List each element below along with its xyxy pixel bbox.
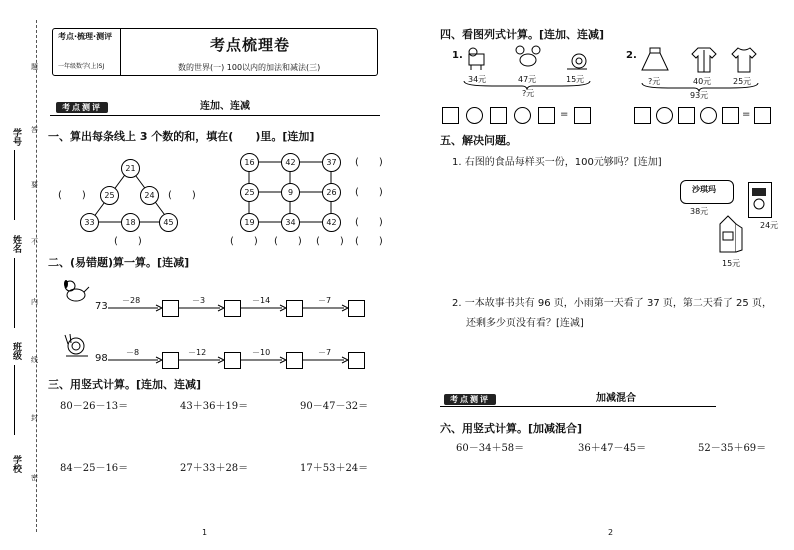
- known-total: 93元: [690, 91, 709, 100]
- price-label: ?元: [648, 77, 661, 86]
- toy-goat-icon: [465, 46, 489, 72]
- chain2-start: 98: [95, 353, 108, 364]
- equation-box[interactable]: [574, 107, 591, 124]
- corner-tag: 考点·梳理·测评: [58, 32, 113, 41]
- section-topic: 加减混合: [596, 393, 636, 404]
- triangle-node: 33: [80, 213, 99, 232]
- operator-circle[interactable]: [514, 107, 531, 124]
- item-price: 24元: [760, 221, 779, 230]
- section-rule: [50, 115, 380, 116]
- grid-node: 26: [322, 183, 341, 202]
- grid-node: 37: [322, 153, 341, 172]
- header-divider: [120, 29, 121, 75]
- q4-p1-label: 1.: [452, 50, 463, 61]
- calc-problem: 43＋36＋19＝: [180, 401, 249, 412]
- answer-paren[interactable]: ( ): [316, 236, 344, 247]
- price-label: 40元: [693, 77, 712, 86]
- chain2-op: －8: [126, 348, 140, 357]
- calc-problem: 17＋53＋24＝: [300, 463, 369, 474]
- operator-circle[interactable]: [466, 107, 483, 124]
- q4-prompt: 四、看图列式计算。[连加、连减]: [440, 28, 605, 41]
- answer-box[interactable]: [286, 352, 303, 369]
- chain2-op: －7: [318, 348, 332, 357]
- item-price: 38元: [690, 207, 709, 216]
- class-label: 班级: [11, 342, 21, 360]
- section-banner: 考点测评: [444, 394, 496, 405]
- margin-tick: 题: [31, 63, 38, 71]
- tshirt-icon: [730, 46, 758, 74]
- equation-box[interactable]: [490, 107, 507, 124]
- chain2-op: －12: [188, 348, 207, 357]
- q5-problem-2-line1: 2. 一本故事书共有 96 页，小雨第一天看了 37 页，第二天看了 25 页，: [452, 298, 772, 309]
- answer-paren[interactable]: ( ): [230, 236, 258, 247]
- section-banner: 考点测评: [56, 102, 108, 113]
- chain1-op: －7: [318, 296, 332, 305]
- skirt-icon: [640, 46, 670, 74]
- answer-paren[interactable]: ( ): [355, 217, 383, 228]
- chain2-arrows: [108, 352, 378, 368]
- page-title: 考点梳理卷: [210, 36, 291, 54]
- margin-tick: 答: [31, 126, 38, 134]
- price-label: 15元: [566, 75, 585, 84]
- answer-paren[interactable]: ( ): [58, 190, 86, 201]
- triangle-node: 25: [100, 186, 119, 205]
- q5-prompt: 五、解决问题。: [440, 134, 517, 147]
- price-label: 47元: [518, 75, 537, 84]
- equation-box[interactable]: [538, 107, 555, 124]
- grid-node: 42: [281, 153, 300, 172]
- answer-paren[interactable]: ( ): [355, 187, 383, 198]
- q4-p2-label: 2.: [626, 50, 637, 61]
- grid-node: 9: [281, 183, 300, 202]
- calc-problem: 27＋33＋28＝: [180, 463, 249, 474]
- calc-problem: 80－26－13＝: [60, 401, 129, 412]
- q2-prompt: 二、(易错题)算一算。[连减]: [48, 256, 190, 269]
- answer-paren[interactable]: ( ): [274, 236, 302, 247]
- equals-sign: =: [742, 109, 751, 120]
- triangle-node: 18: [121, 213, 140, 232]
- section-rule: [440, 406, 716, 407]
- grid-node: 34: [281, 213, 300, 232]
- answer-paren[interactable]: ( ): [114, 236, 142, 247]
- equals-sign: =: [560, 109, 569, 120]
- price-label: 25元: [733, 77, 752, 86]
- margin-tick: 封: [31, 414, 38, 422]
- shirt-icon: [690, 46, 718, 74]
- unknown-total: ?元: [522, 89, 535, 98]
- chain1-start: 73: [95, 301, 108, 312]
- name-label: 姓名: [11, 235, 21, 253]
- equation-box[interactable]: [754, 107, 771, 124]
- milk-carton-icon: [714, 214, 744, 254]
- margin-tick: 密: [31, 474, 38, 482]
- margin-tick: 内: [31, 298, 38, 306]
- price-label: 34元: [468, 75, 487, 84]
- q6-prompt: 六、用竖式计算。[加减混合]: [440, 422, 583, 435]
- page-subtitle: 数的世界(一) 100以内的加法和减法(三): [178, 63, 321, 72]
- equation-box[interactable]: [678, 107, 695, 124]
- grid-node: 19: [240, 213, 259, 232]
- triangle-node: 21: [121, 159, 140, 178]
- page-number: 2: [608, 528, 614, 537]
- answer-box[interactable]: [224, 300, 241, 317]
- grid-node: 16: [240, 153, 259, 172]
- answer-paren[interactable]: ( ): [168, 190, 196, 201]
- answer-box[interactable]: [162, 352, 179, 369]
- operator-circle[interactable]: [700, 107, 717, 124]
- toy-snail-icon: [565, 52, 589, 72]
- q3-prompt: 三、用竖式计算。[连加、连减]: [48, 378, 202, 391]
- answer-box[interactable]: [162, 300, 179, 317]
- dog-icon: [62, 278, 90, 304]
- snail-icon: [62, 332, 92, 360]
- equation-box[interactable]: [634, 107, 651, 124]
- margin-tick: 要: [31, 181, 38, 189]
- margin-tick: 线: [31, 356, 38, 364]
- answer-box[interactable]: [286, 300, 303, 317]
- q5-problem-1: 1. 右图的食品每样买一份，100元够吗？[连加]: [452, 157, 662, 168]
- snack-box-art: [750, 186, 768, 212]
- grade-tag: 一年级数学(上)SJ: [58, 63, 105, 70]
- chain2-op: －10: [252, 348, 271, 357]
- triangle-node: 45: [159, 213, 178, 232]
- answer-paren[interactable]: ( ): [355, 157, 383, 168]
- chain1-op: －3: [192, 296, 206, 305]
- chain1-arrows: [108, 300, 378, 316]
- calc-problem: 36＋47－45＝: [578, 443, 647, 454]
- margin-tick: 不: [31, 238, 38, 246]
- page-number: 1: [202, 528, 208, 537]
- chain1-op: －28: [122, 296, 141, 305]
- q1-prompt: 一、算出每条线上 3 个数的和，填在( )里。[连加]: [48, 130, 315, 143]
- answer-box[interactable]: [348, 352, 365, 369]
- grid-node: 42: [322, 213, 341, 232]
- equation-box[interactable]: [442, 107, 459, 124]
- calc-problem: 90－47－32＝: [300, 401, 369, 412]
- student-id-line: [14, 150, 15, 220]
- snack-label: 沙琪玛: [692, 185, 716, 194]
- answer-box[interactable]: [224, 352, 241, 369]
- answer-box[interactable]: [348, 300, 365, 317]
- answer-paren[interactable]: ( ): [355, 236, 383, 247]
- toy-crab-icon: [515, 44, 541, 72]
- triangle-node: 24: [140, 186, 159, 205]
- chain1-op: －14: [252, 296, 271, 305]
- binding-line: [36, 20, 37, 532]
- calc-problem: 52－35＋69＝: [698, 443, 767, 454]
- section-topic: 连加、连减: [200, 101, 250, 112]
- q5-problem-2-line2: 还剩多少页没有看？[连减]: [466, 318, 584, 329]
- equation-box[interactable]: [722, 107, 739, 124]
- class-line: [14, 365, 15, 435]
- school-label: 学校: [11, 455, 21, 473]
- grid-node: 25: [240, 183, 259, 202]
- calc-problem: 60－34＋58＝: [456, 443, 525, 454]
- operator-circle[interactable]: [656, 107, 673, 124]
- calc-problem: 84－25－16＝: [60, 463, 129, 474]
- name-line: [14, 258, 15, 328]
- item-price: 15元: [722, 259, 741, 268]
- student-id-label: 学号: [11, 128, 21, 146]
